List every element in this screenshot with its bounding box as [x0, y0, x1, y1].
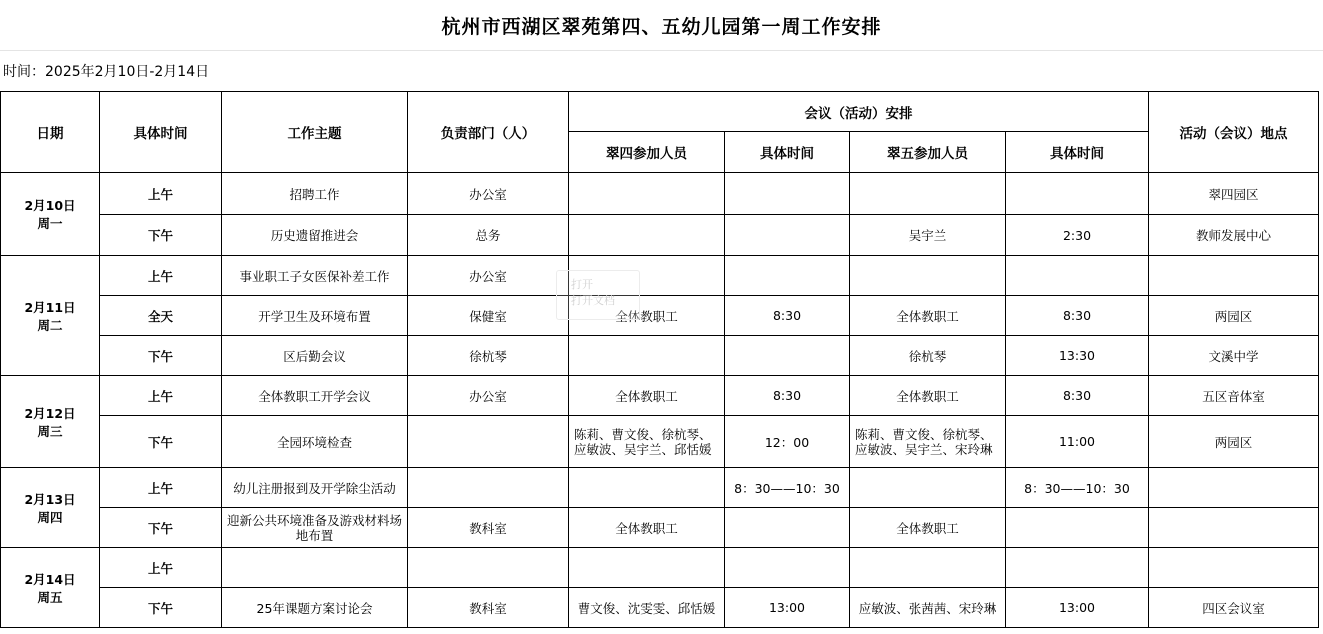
period-cell: 上午 [100, 173, 222, 215]
date-range: 时间：2025年2月10日-2月14日 [3, 64, 210, 80]
location-cell: 两园区 [1149, 416, 1319, 468]
c4-people-cell [569, 215, 725, 256]
day-cell [1, 548, 100, 628]
header-c5-people: 翠五参加人员 [850, 132, 1006, 173]
c4-time-cell [725, 256, 850, 296]
location-cell [1149, 256, 1319, 296]
topic-cell: 幼儿注册报到及开学除尘活动 [222, 468, 408, 508]
page-title: 杭州市西湖区翠苑第四、五幼儿园第一周工作安排 [0, 0, 1323, 51]
c5-people-cell: 全体教职工 [850, 376, 1006, 416]
c4-people-cell: 全体教职工 [569, 508, 725, 548]
c5-people-cell [850, 256, 1006, 296]
day-date: 2月14日 [24, 571, 76, 587]
c4-time-cell: 12：00 [725, 416, 850, 468]
location-cell: 翠四园区 [1149, 173, 1319, 215]
period-cell: 下午 [100, 416, 222, 468]
header-c5-time: 具体时间 [1006, 132, 1149, 173]
location-cell: 四区会议室 [1149, 588, 1319, 628]
location-cell: 教师发展中心 [1149, 215, 1319, 256]
topic-cell: 事业职工子女医保补差工作 [222, 256, 408, 296]
c5-time-cell: 2:30 [1006, 215, 1149, 256]
header-c4-time: 具体时间 [725, 132, 850, 173]
table-row [1, 256, 1319, 296]
day-weekday: 周五 [37, 589, 63, 605]
period-cell: 下午 [100, 336, 222, 376]
table-row [1, 336, 1319, 376]
table-row [1, 416, 1319, 468]
day-cell [1, 256, 100, 376]
c5-people-cell [850, 548, 1006, 588]
c4-people-cell [569, 548, 725, 588]
open-document-button[interactable] [556, 270, 640, 320]
c5-time-cell: 13:30 [1006, 336, 1149, 376]
c4-time-cell [725, 548, 850, 588]
topic-cell: 开学卫生及环境布置 [222, 296, 408, 336]
day-date: 2月11日 [24, 299, 76, 315]
c4-time-cell: 8:30 [725, 296, 850, 336]
period-cell: 上午 [100, 376, 222, 416]
schedule-table [0, 91, 1319, 628]
dept-cell: 教科室 [408, 588, 569, 628]
c4-time-cell [725, 215, 850, 256]
day-weekday: 周二 [37, 317, 63, 333]
table-row [1, 508, 1319, 548]
dept-cell: 徐杭琴 [408, 336, 569, 376]
topic-cell: 25年课题方案讨论会 [222, 588, 408, 628]
period-cell: 下午 [100, 215, 222, 256]
header-dept: 负责部门（人） [408, 92, 569, 173]
c4-people-cell: 全体教职工 [569, 296, 725, 336]
dept-cell: 保健室 [408, 296, 569, 336]
day-date: 2月10日 [24, 198, 76, 213]
header-date: 日期 [1, 92, 100, 173]
dept-cell: 办公室 [408, 376, 569, 416]
c4-people-cell: 曹文俊、沈雯雯、邱恬媛 [569, 588, 725, 628]
c4-people-cell: 全体教职工 [569, 376, 725, 416]
c5-time-cell [1006, 173, 1149, 215]
c5-people-cell: 徐杭琴 [850, 336, 1006, 376]
c5-time-cell: 8：30——10：30 [1006, 468, 1149, 508]
c4-time-cell: 8：30——10：30 [725, 468, 850, 508]
c5-time-cell: 13:00 [1006, 588, 1149, 628]
c5-time-cell [1006, 256, 1149, 296]
location-cell [1149, 548, 1319, 588]
c5-people-cell: 陈莉、曹文俊、徐杭琴、应敏波、吴宇兰、宋玲琳 [850, 416, 1006, 468]
dept-cell: 办公室 [408, 173, 569, 215]
c5-people-cell: 全体教职工 [850, 296, 1006, 336]
location-cell [1149, 468, 1319, 508]
dept-cell: 总务 [408, 215, 569, 256]
day-date: 2月13日 [24, 491, 76, 507]
location-cell: 文溪中学 [1149, 336, 1319, 376]
topic-cell: 区后勤会议 [222, 336, 408, 376]
c4-people-cell [569, 173, 725, 215]
c5-people-cell [850, 468, 1006, 508]
period-cell: 下午 [100, 588, 222, 628]
topic-cell [222, 548, 408, 588]
table-row [1, 548, 1319, 588]
c4-time-cell: 8:30 [725, 376, 850, 416]
day-cell [1, 376, 100, 468]
topic-cell: 招聘工作 [222, 173, 408, 215]
table-row [1, 588, 1319, 628]
topic-cell: 全园环境检查 [222, 416, 408, 468]
header-c4-people: 翠四参加人员 [569, 132, 725, 173]
c4-time-cell [725, 173, 850, 215]
c5-time-cell: 8:30 [1006, 376, 1149, 416]
c5-time-cell [1006, 508, 1149, 548]
table-row [1, 173, 1319, 215]
header-location: 活动（会议）地点 [1149, 92, 1319, 173]
dept-cell [408, 468, 569, 508]
dept-cell [408, 416, 569, 468]
c4-time-cell: 13:00 [725, 588, 850, 628]
day-cell [1, 173, 100, 256]
c4-people-cell: 陈莉、曹文俊、徐杭琴、应敏波、吴宇兰、邱恬媛 [569, 416, 725, 468]
c5-time-cell: 8:30 [1006, 296, 1149, 336]
header-meeting: 会议（活动）安排 [569, 92, 1149, 132]
topic-cell: 历史遗留推进会 [222, 215, 408, 256]
watermark-line1: 打开 [571, 278, 593, 291]
period-cell: 全天 [100, 296, 222, 336]
watermark-line2: 打开文档 [571, 294, 615, 307]
header-topic: 工作主题 [222, 92, 408, 173]
c5-people-cell: 吴宇兰 [850, 215, 1006, 256]
c5-time-cell [1006, 548, 1149, 588]
c4-time-cell [725, 336, 850, 376]
period-cell: 上午 [100, 256, 222, 296]
table-row [1, 215, 1319, 256]
table-row [1, 296, 1319, 336]
c4-people-cell [569, 468, 725, 508]
location-cell [1149, 508, 1319, 548]
c5-people-cell: 应敏波、张茜茜、宋玲琳 [850, 588, 1006, 628]
location-cell: 五区音体室 [1149, 376, 1319, 416]
dept-cell: 教科室 [408, 508, 569, 548]
day-weekday: 周四 [37, 509, 63, 525]
day-date: 2月12日 [24, 405, 76, 421]
header-time: 具体时间 [100, 92, 222, 173]
day-weekday: 周三 [37, 423, 63, 439]
c5-people-cell [850, 173, 1006, 215]
period-cell: 下午 [100, 508, 222, 548]
table-row [1, 468, 1319, 508]
day-weekday: 周一 [37, 216, 63, 231]
period-cell: 上午 [100, 468, 222, 508]
c5-time-cell: 11:00 [1006, 416, 1149, 468]
dept-cell: 办公室 [408, 256, 569, 296]
c5-people-cell: 全体教职工 [850, 508, 1006, 548]
location-cell: 两园区 [1149, 296, 1319, 336]
day-cell [1, 468, 100, 548]
c4-people-cell [569, 336, 725, 376]
period-cell: 上午 [100, 548, 222, 588]
topic-cell: 迎新公共环境准备及游戏材料场地布置 [222, 508, 408, 548]
c4-time-cell [725, 508, 850, 548]
dept-cell [408, 548, 569, 588]
topic-cell: 全体教职工开学会议 [222, 376, 408, 416]
table-row [1, 376, 1319, 416]
